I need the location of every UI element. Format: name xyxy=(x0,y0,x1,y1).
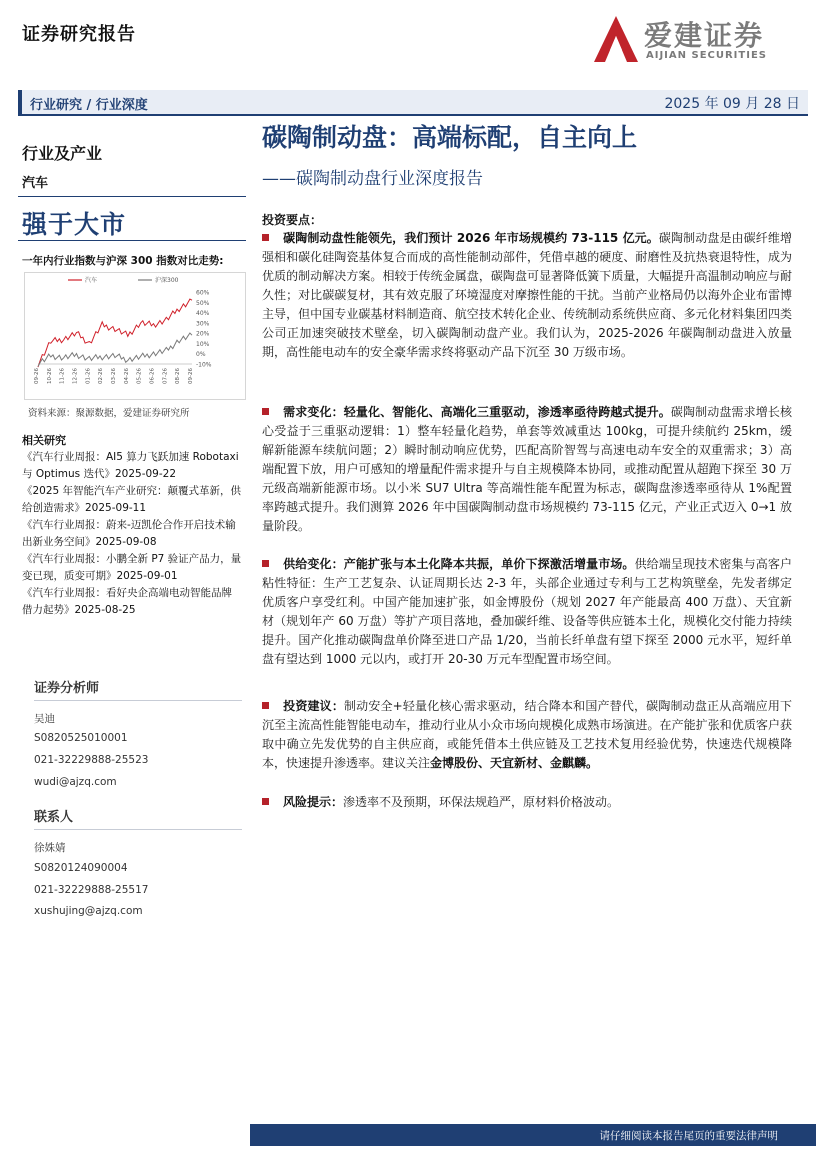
point-supply: 供给变化：产能扩张与本土化降本共振，单价下探激活增量市场。供给端呈现技术密集与高客户粘性特征：生产工艺复杂、认证周期长达 2-3 年，头部企业通过专利与工艺构筑壁垒，先发者绑定优质客户享受红利。中国产能加速扩张，如金博股份（规划 2027 年产能最高 400 万盘）、天宜新材（规划年产 60 万盘）等扩产项目落地，叠加碳纤维、设备等供应链本土化，规模化交付能力持续提升。国产化推动碳陶盘单价降至进口产品 1/20，当前长纤单盘有望下探至 2000 元水平，短纤单盘有望达到 1000 元以内，或打开 20-30 万元车型配置市场空间。 xyxy=(262,557,792,666)
related-research-list xyxy=(22,449,242,619)
category-bar xyxy=(18,90,808,114)
related-item[interactable]: 《2025 年智能汽车产业研究：颠覆式革新，供给创造需求》2025-09-11 xyxy=(22,485,242,514)
report-type: 证券研究报告 xyxy=(22,24,136,45)
y-tick-label: 40% xyxy=(196,310,210,318)
y-tick-label: 30% xyxy=(196,320,210,328)
chart-title: 一年内行业指数与沪深 300 指数对比走势: xyxy=(22,255,224,267)
report-category: 行业研究 / 行业深度 xyxy=(30,98,148,113)
x-tick-label: 03-26 xyxy=(111,368,117,384)
header-divider xyxy=(18,114,808,116)
contact-title: 联系人 xyxy=(34,810,74,825)
x-tick-label: 10-26 xyxy=(46,368,53,384)
x-tick-label: 09-26 xyxy=(188,368,194,384)
bullet-icon xyxy=(262,560,269,567)
x-tick-label: 06-26 xyxy=(149,368,156,384)
industry-name: 汽车 xyxy=(22,176,49,191)
y-tick-label: 0% xyxy=(196,351,206,359)
related-item[interactable]: 《汽车行业周报：看好央企高端电动智能品牌借力起势》2025-08-25 xyxy=(22,587,232,616)
analyst-email[interactable]: wudi@ajzq.com xyxy=(34,776,117,788)
y-tick-label: 60% xyxy=(196,289,210,297)
contact-email[interactable]: xushujing@ajzq.com xyxy=(34,905,143,917)
x-tick-label: 05-26 xyxy=(136,368,143,384)
legend-label: 沪深300 xyxy=(155,277,179,284)
bullet-icon xyxy=(262,408,269,415)
analyst-name: 吴迪 xyxy=(34,713,55,725)
related-item[interactable]: 《汽车行业周报：小鹏全新 P7 验证产品力，量变已现，质变可期》2025-09-01 xyxy=(22,553,242,582)
y-tick-label: 10% xyxy=(196,340,210,348)
x-tick-label: 07-26 xyxy=(162,368,169,384)
y-tick-label: -10% xyxy=(196,361,212,369)
chart-source: 资料来源：聚源数据，爱建证券研究所 xyxy=(28,408,190,419)
chart-frame xyxy=(25,273,246,400)
report-subtitle: ——碳陶制动盘行业深度报告 xyxy=(262,169,483,189)
contact-cert: S0820124090004 xyxy=(34,862,128,874)
investment-highlights-title: 投资要点： xyxy=(262,213,323,227)
analyst-divider xyxy=(34,700,242,701)
report-date: 2025 年 09 月 28 日 xyxy=(664,96,800,112)
contact-name: 徐姝婧 xyxy=(34,842,66,854)
y-tick-label: 20% xyxy=(196,330,210,338)
x-tick-label: 02-26 xyxy=(98,368,105,384)
contact-divider xyxy=(34,829,242,830)
legal-notice[interactable]: 请仔细阅读本报告尾页的重要法律声明 xyxy=(599,1130,778,1142)
contact-phone: 021-32229888-25517 xyxy=(34,884,149,896)
report-title: 碳陶制动盘：高端标配，自主向上 xyxy=(262,123,638,152)
x-tick-label: 08-26 xyxy=(175,368,182,384)
x-tick-label: 12-26 xyxy=(72,368,79,384)
analyst-cert: S0820525010001 xyxy=(34,732,128,744)
industry-label: 行业及产业 xyxy=(22,144,103,163)
bullet-icon xyxy=(262,234,269,241)
bullet-icon xyxy=(262,702,269,709)
x-tick-label: 09-26 xyxy=(34,368,40,384)
aijian-logo-icon xyxy=(592,14,640,64)
analyst-title: 证券分析师 xyxy=(34,681,100,696)
related-research-title: 相关研究 xyxy=(22,434,66,447)
index-comparison-chart xyxy=(24,272,246,400)
brand-name-cn: 爱建证券 xyxy=(644,19,765,52)
related-item[interactable]: 《汽车行业周报：AI5 算力飞跃加速 Robotaxi 与 Optimus 迭代》2025-09-22 xyxy=(22,451,239,480)
rating-divider-bottom xyxy=(18,240,246,241)
x-tick-label: 01-26 xyxy=(85,368,92,384)
brand-name-en: AIJIAN SECURITIES xyxy=(646,50,767,61)
series-line-1 xyxy=(38,333,192,367)
analyst-phone: 021-32229888-25523 xyxy=(34,754,149,766)
rating-divider-top xyxy=(18,196,246,197)
point-investment-advice: 投资建议：制动安全+轻量化核心需求驱动，结合降本和国产替代，碳陶制动盘正从高端应用下沉至主流高性能智能电动车，推动行业从小众市场向规模化成熟市场演进。在产能扩张和优质客户获取中确立先发优势的自主供应商，或能凭借本土供应链及工艺技术复用经验优势，快速迭代规模降本，快速提升渗透率。建议关注金博股份、天宜新材、金麒麟。 xyxy=(262,699,792,770)
point-demand: 需求变化：轻量化、智能化、高端化三重驱动，渗透率亟待跨越式提升。碳陶制动盘需求增长核心受益于三重驱动逻辑：1）整车轻量化趋势，单套等效减重达 100kg，可提升续航约 25km，缓解新能源车续航问题；2）瞬时制动响应优势，匹配高阶智驾与高速电动车安全的双重需求；3）高端配置下放，用户可感知的增量配件需求提升与自主规模降本协同，或推动配置从超跑下探至 30 万元级高端新能源市场。以小米 SU7 Ultra 等高端性能车配置为标志，碳陶盘渗透率亟待从 1%配置率跨越式提升。我们测算 2026 年中国碳陶制动盘市场规模约 73-115 亿元，产业正式迈入 0→1 放量阶段。 xyxy=(262,405,792,533)
x-tick-label: 11-26 xyxy=(59,368,66,384)
related-item[interactable]: 《汽车行业周报：蔚来-迈凯伦合作开启技术输出新业务空间》2025-09-08 xyxy=(22,519,236,548)
bullet-icon xyxy=(262,798,269,805)
brand-logo xyxy=(592,12,792,68)
point-performance: 碳陶制动盘性能领先，我们预计 2026 年市场规模约 73-115 亿元。碳陶制动盘是由碳纤维增强相和碳化硅陶瓷基体复合而成的高性能制动部件，凭借卓越的硬度、耐磨性及抗热衰退特性，成为优质的制动解决方案。相较于传统金属盘，碳陶盘可显著降低簧下质量，大幅提升高温制动响应与耐久性；对比碳碳复材，其有效克服了环境湿度对摩擦性能的干扰。当前产业格局仍以海外企业布雷博主导，但中国专业碳基材料制造商、航空技术转化企业、传统制动系统供应商、多元化材料集团四类公司正加速突破技术壁垒，切入碳陶制动盘产业。我们认为，2025-2026 年碳陶制动盘进入放量期，高性能电动车的安全豪华需求终将驱动产品下沉至 30 万级市场。 xyxy=(262,231,792,359)
y-tick-label: 50% xyxy=(196,299,210,307)
rating: 强于大市 xyxy=(22,210,127,239)
legend-label: 汽车 xyxy=(85,277,98,284)
x-tick-label: 04-26 xyxy=(123,368,130,384)
point-risk: 风险提示：渗透率不及预期，环保法规趋严，原材料价格波动。 xyxy=(262,793,792,812)
